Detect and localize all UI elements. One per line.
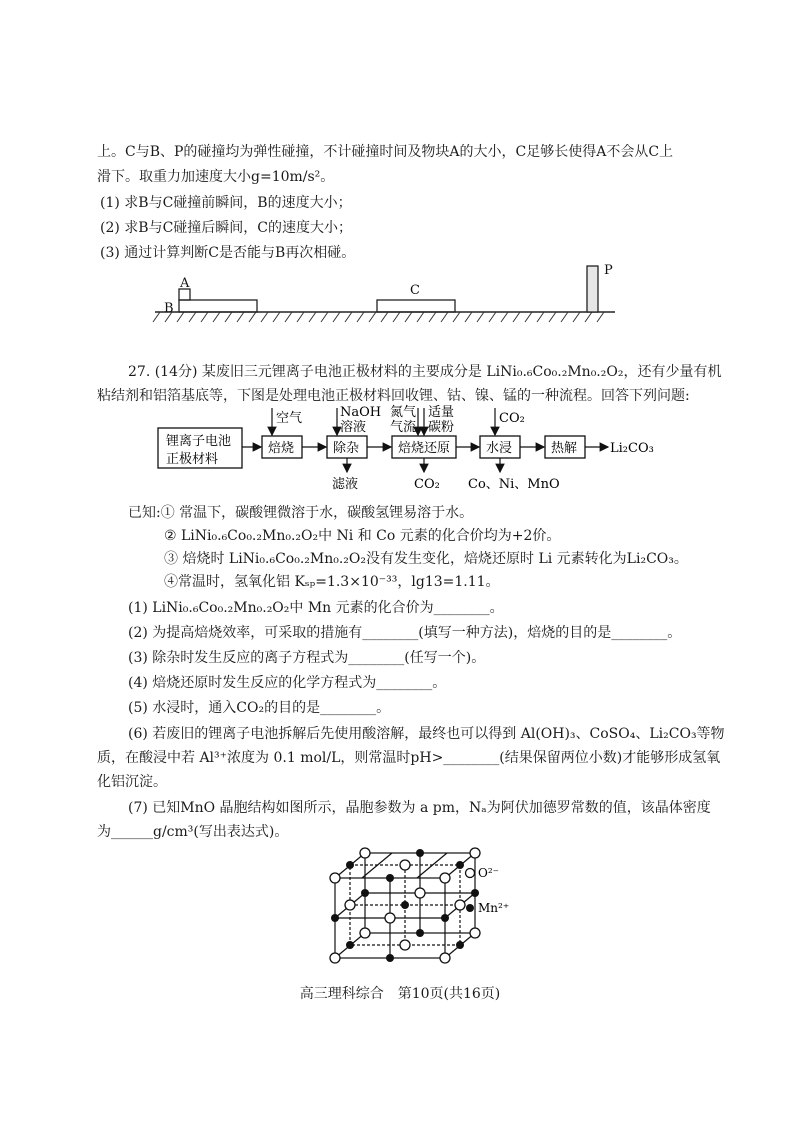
box-start-line-1: 锂离子电池	[166, 434, 232, 449]
question-1: (1) LiNi₀.₆Co₀.₂Mn₀.₂O₂中 Mn 元素的化合价为________。	[128, 600, 504, 616]
product-li2co3: Li₂CO₃	[610, 441, 654, 456]
question-3: (3) 除杂时发生反应的离子方程式为________(任写一个)。	[128, 650, 486, 666]
input-naoh-2: 溶液	[340, 420, 367, 435]
question-6-line-2: 质，在酸浸中若 Al³⁺浓度为 0.1 mol/L，则常温时pH>________(结果保留两位小数)才能够形成氢氧	[97, 750, 721, 766]
known-4: ④常温时，氢氧化铝 Kₛₚ=1.3×10⁻³³，lg13=1.11。	[164, 574, 500, 590]
legend-mn: Mn²⁺	[478, 901, 510, 915]
q27-intro-line-1: 27. (14分) 某废旧三元锂离子电池正极材料的主要成分是 LiNi₀.₆Co₀.₂Mn₀.₂O₂，还有少量有机	[128, 364, 722, 380]
box-roast: 焙烧	[268, 441, 295, 456]
wall-p	[587, 266, 598, 312]
mechanics-diagram	[150, 260, 620, 330]
known-3: ③ 焙烧时 LiNi₀.₆Co₀.₂Mn₀.₂O₂没有发生变化，焙烧还原时 Li 元素转化为Li₂CO₃。	[164, 551, 688, 567]
input-air: 空气	[276, 411, 303, 426]
legend-mn-marker	[466, 904, 474, 912]
mno-unit-cell-diagram	[320, 848, 520, 968]
output-filtrate: 滤液	[332, 477, 359, 492]
board-c	[377, 300, 455, 312]
box-start-line-2: 正极材料	[166, 452, 219, 467]
question-2: (2) 为提高焙烧效率，可采取的措施有________(填写一种方法)，焙烧的目的是________。	[128, 625, 682, 641]
question-7-line-1: (7) 已知MnO 晶胞结构如图所示，晶胞参数为 a pm，Nₐ为阿伏加德罗常数的值，该晶体密度	[128, 800, 711, 816]
question-6-line-1: (6) 若废旧的锂离子电池拆解后先使用酸溶解，最终也可以得到 Al(OH)₃、CoSO₄、Li₂CO₃等物	[128, 726, 725, 742]
question-5: (5) 水浸时，通入CO₂的目的是________。	[128, 700, 391, 716]
top-text-line-1: 上。C与B、P的碰撞均为弹性碰撞，不计碰撞时间及物块A的大小，C足够长使得A不会从C上	[97, 144, 674, 160]
known-1: 已知:① 常温下，碳酸锂微溶于水，碳酸氢锂易溶于水。	[128, 505, 474, 521]
input-carbon-2: 碳粉	[428, 420, 455, 435]
box-leach: 水浸	[486, 441, 513, 456]
question-4: (4) 焙烧还原时发生反应的化学方程式为________。	[128, 675, 447, 691]
input-n2-2: 气流	[390, 420, 417, 435]
block-b	[179, 300, 257, 312]
legend-o: O²⁻	[478, 866, 499, 880]
q26-sub-2: (2) 求B与C碰撞后瞬间，C的速度大小；	[100, 220, 352, 236]
page-footer: 高三理科综合 第10页(共16页)	[299, 986, 501, 1002]
input-co2: CO₂	[499, 411, 525, 426]
q26-sub-3: (3) 通过计算判断C是否能与B再次相碰。	[100, 245, 356, 261]
label-c: C	[410, 283, 420, 298]
question-6-line-3: 化铝沉淀。	[97, 774, 167, 790]
output-solids: Co、Ni、MnO	[468, 477, 560, 492]
q27-intro-line-2: 粘结剂和铝箔基底等，下图是处理电池正极材料回收锂、钴、镍、锰的一种流程。回答下列问题:	[97, 388, 690, 404]
input-naoh-1: NaOH	[340, 405, 382, 420]
top-text-line-2: 滑下。取重力加速度大小g=10m/s²。	[97, 169, 335, 185]
input-carbon-1: 适量	[428, 405, 455, 420]
legend-o-marker	[466, 869, 475, 878]
output-co2: CO₂	[414, 477, 440, 492]
box-pyrolysis: 热解	[551, 441, 578, 456]
process-flowchart	[150, 400, 710, 500]
label-p: P	[604, 263, 613, 278]
question-7-line-2: 为______g/cm³(写出表达式)。	[97, 824, 289, 840]
input-n2-1: 氮气	[390, 405, 417, 420]
label-b: B	[164, 301, 174, 316]
q26-sub-1: (1) 求B与C碰撞前瞬间，B的速度大小；	[100, 195, 352, 211]
label-a: A	[180, 276, 190, 291]
known-2: ② LiNi₀.₆Co₀.₂Mn₀.₂O₂中 Ni 和 Co 元素的化合价均为+2价。	[164, 528, 561, 544]
box-purify: 除杂	[333, 441, 360, 456]
box-reduce: 焙烧还原	[398, 441, 451, 456]
